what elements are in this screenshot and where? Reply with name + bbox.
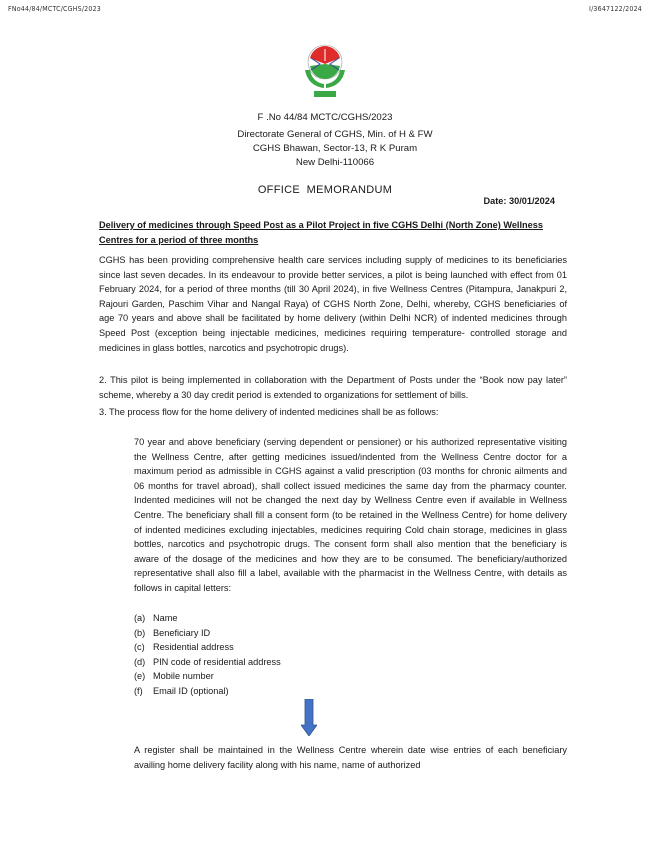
list-item: (d) PIN code of residential address — [134, 656, 281, 667]
document-reference-header: I/3647122/2024 — [589, 5, 642, 13]
list-item: (e) Mobile number — [134, 671, 214, 681]
directorate-line: Directorate General of CGHS, Min. of H & FW — [237, 129, 433, 140]
memo-date: Date: 30/01/2024 — [483, 196, 555, 206]
file-number: F .No 44/84 MCTC/CGHS/2023 — [257, 112, 393, 123]
paragraph-4: A register shall be maintained in the Wellness Centre wherein date wise entries of each beneficiary availing home delivery facility along with his name, name of authorized — [134, 745, 567, 770]
address-line: CGHS Bhawan, Sector-13, R K Puram — [252, 143, 418, 154]
file-reference-header: FNo44/84/MCTC/CGHS/2023 — [8, 5, 102, 13]
cghs-logo-icon — [302, 40, 348, 100]
paragraph-2: 2. This pilot is being implemented in collaboration with the Department of Posts under the “Book now pay later” scheme, whereby a 30 day credit period is extended to organizations for settlement of bills. — [99, 375, 567, 400]
paragraph-3: 3. The process flow for the home delivery of indented medicines shall be as follows: — [99, 407, 439, 417]
list-item: (c) Residential address — [134, 642, 234, 652]
paragraph-1: CGHS has been providing comprehensive health care services including supply of medicines to its beneficiaries since last seven decades. In its endeavour to provide better services, a pilot is being launched with effect from 01 February 2024, for a period of three months (till 30 April 2024), in five Wellness Centres (Pitampura, Janakpuri 2, Rajouri Garden, Paschim Vihar and Nangal Raya) of CGHS North Zone, Delhi, whereby, CGHS beneficiaries of age 70 years and above shall be facilitated by home delivery (within Delhi NCR) of indented medicines through Speed Post (exception being injectable medicines, medicines requiring temperature- controlled storage and medicines in glass bottles, narcotics and psychotropic drugs). — [99, 255, 567, 353]
list-item: (b) Beneficiary ID — [134, 627, 211, 638]
down-arrow-icon — [301, 699, 317, 736]
label-details-list — [134, 611, 281, 698]
list-item: (f) Email ID (optional) — [134, 685, 229, 696]
list-item: (a) Name — [134, 613, 178, 623]
memo-subject: Delivery of medicines through Speed Post as a Pilot Project in five CGHS Delhi (North Zone) Wellness Centres for a period of three months — [99, 220, 543, 245]
process-flow-detail: 70 year and above beneficiary (serving dependent or pensioner) or his authorized representative visiting the Wellness Centre, after getting medicines issued/indented from the Wellness Centre doctor for a maximum period as admissible in CGHS against a valid prescription (03 months for chronic ailments and 06 months for travel abroad), shall collect issued medicines the same day from the pharmacy counter. Indented medicines will not be changed the next day by Wellness Centre even if available in Wellness Centre. The beneficiary shall fill a consent form (to be retained in the Wellness Centre) for home delivery of indented medicines excluding injectables, medicines requiring Cold chain storage, medicines in glass bottles, narcotics and psychotropic drugs. The consent form shall also mention that the beneficiary is aware of the dosage of the medicines and how they are to be consumed. The beneficiary/authorized representative shall also fill a label, available with the pharmacist in the Wellness Centre, with details as follows in capital letters: — [134, 437, 567, 593]
memo-title: OFFICE MEMORANDUM — [257, 184, 393, 196]
city-line: New Delhi-110066 — [295, 157, 375, 168]
